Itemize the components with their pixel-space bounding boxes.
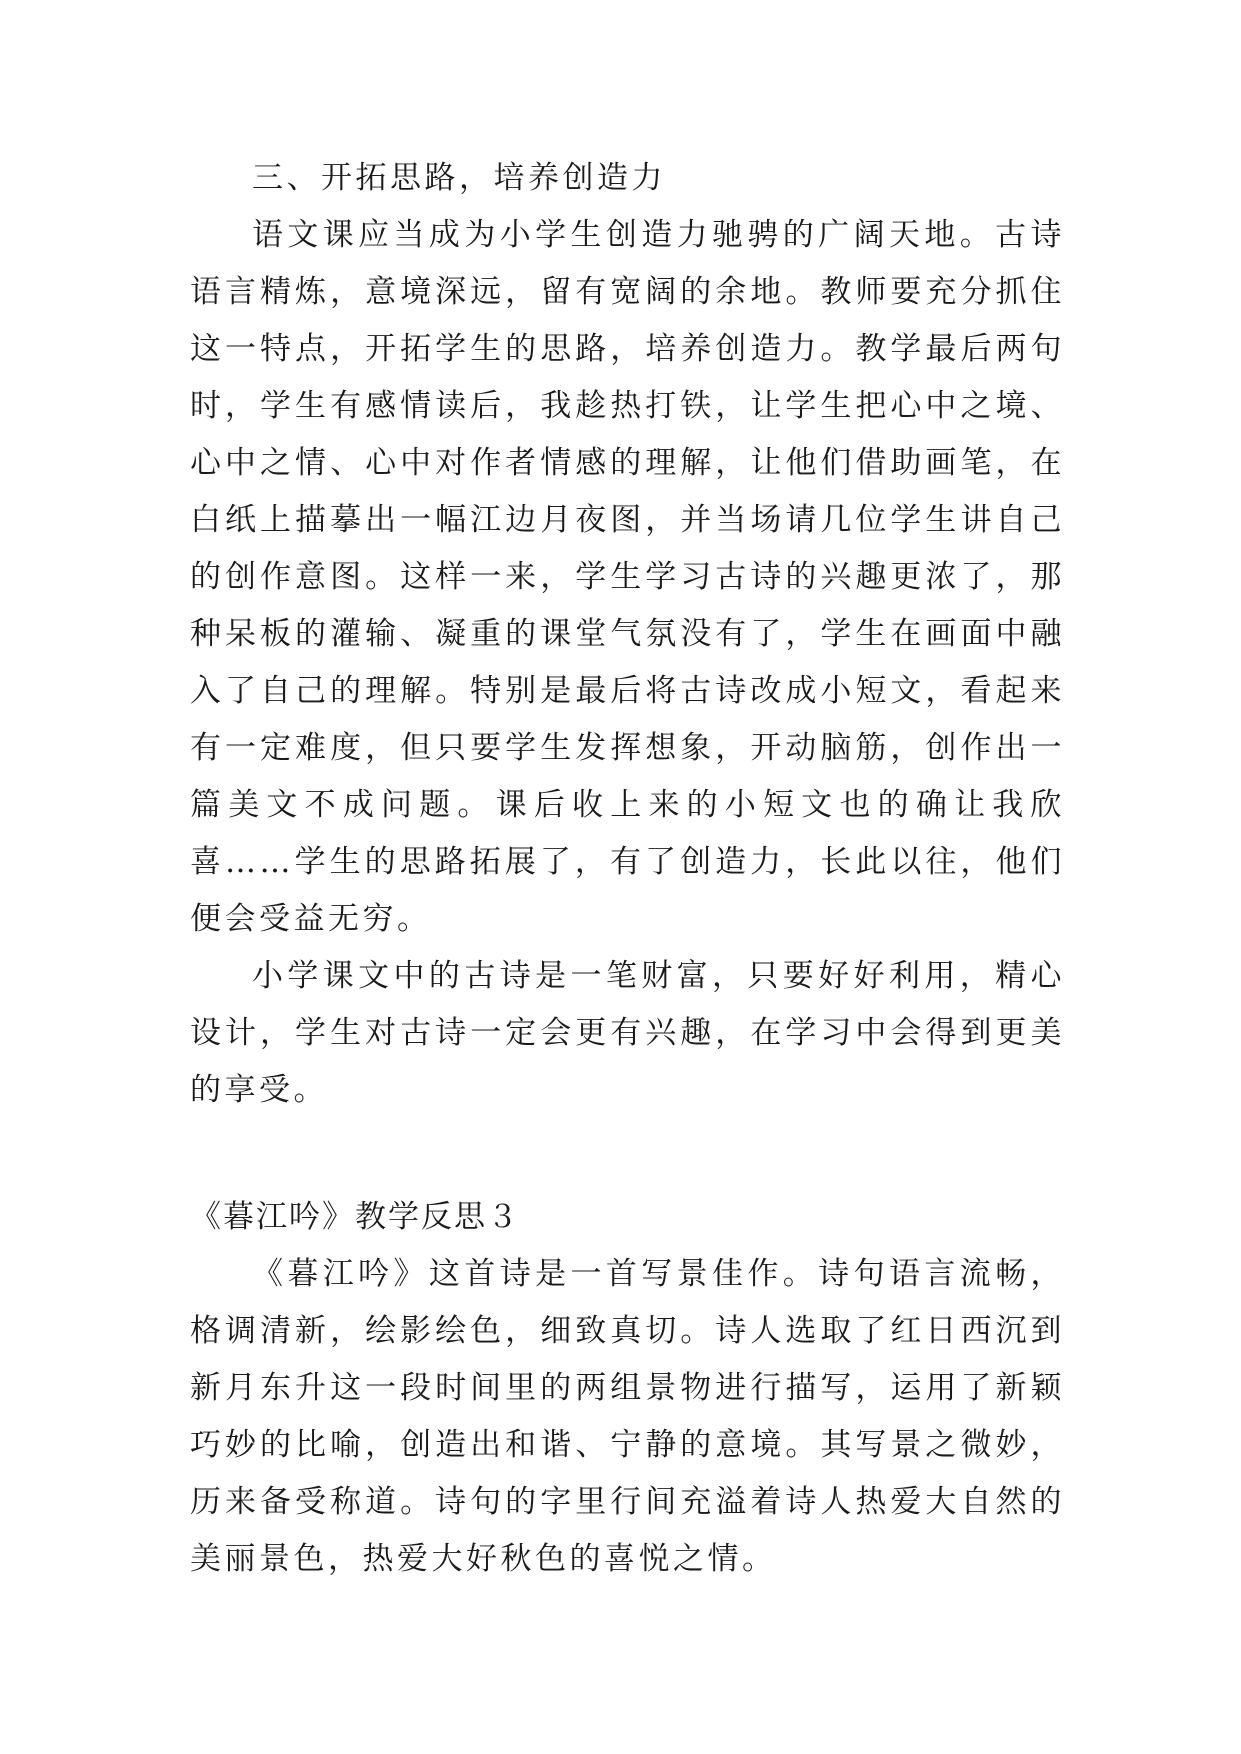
body-paragraph: 小学课文中的古诗是一笔财富，只要好好利用，精心设计，学生对古诗一定会更有兴趣，在学习中会得到更美的享受。 bbox=[190, 958, 1065, 1108]
document-page bbox=[190, 150, 1065, 1588]
section-heading: 三、开拓思路，培养创造力 bbox=[252, 160, 666, 196]
article-title: 《暮江吟》教学反思３ bbox=[190, 1199, 520, 1235]
body-paragraph: 语文课应当成为小学生创造力驰骋的广阔天地。古诗语言精炼，意境深远，留有宽阔的余地。教师要充分抓住这一特点，开拓学生的思路，培养创造力。教学最后两句时，学生有感情读后，我趁热打铁，让学生把心中之境、心中之情、心中对作者情感的理解，让他们借助画笔，在白纸上描摹出一幅江边月夜图，并当场请几位学生讲自己的创作意图。这样一来，学生学习古诗的兴趣更浓了，那种呆板的灌输、凝重的课堂气氛没有了，学生在画面中融入了自己的理解。特别是最后将古诗改成小短文，看起来有一定难度，但只要学生发挥想象，开动脑筋，创作出一篇美文不成问题。课后收上来的小短文也的确让我欣喜……学生的思路拓展了，有了创造力，长此以往，他们便会受益无穷。 bbox=[190, 217, 1065, 937]
body-paragraph: 《暮江吟》这首诗是一首写景佳作。诗句语言流畅，格调清新，绘影绘色，细致真切。诗人选取了红日西沉到新月东升这一段时间里的两组景物进行描写，运用了新颖巧妙的比喻，创造出和谐、宁静的意境。其写景之微妙，历来备受称道。诗句的字里行间充溢着诗人热爱大自然的美丽景色，热爱大好秋色的喜悦之情。 bbox=[190, 1256, 1065, 1577]
